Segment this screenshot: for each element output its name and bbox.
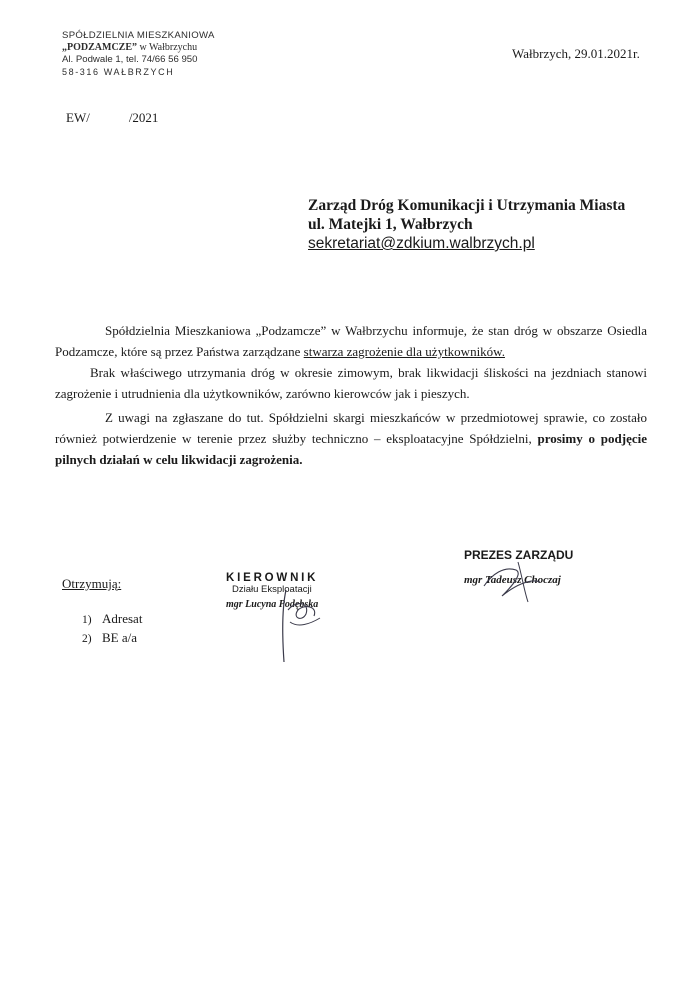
addressee-name: Zarząd Dróg Komunikacji i Utrzymania Miasta [308, 197, 626, 214]
paragraph-1: Spółdzielnia Mieszkaniowa „Podzamcze” w Wałbrzychu informuje, że stan dróg w obszarze Osiedla Podzamcze, które są przez Państwa zarządzane stwarza zagrożenie dla użytkowników. [55, 323, 647, 359]
manager-handwritten-signature [262, 588, 332, 664]
paragraph-3-request: prosimy o podjęcie pilnych działań w celu likwidacji zagrożenia. [55, 431, 647, 467]
paragraph-1-underlined: stwarza zagrożenie dla użytkowników. [303, 344, 505, 359]
letter-date: Wałbrzych, 29.01.2021r. [512, 46, 640, 61]
paragraph-3: Z uwagi na zgłaszane do tut. Spółdzielni skargi mieszkańców w przedmiotowej sprawie, co zostało również potwierdzenie w terenie przez służby techniczno – eksploatacyjne Spółdzielni, prosimy o podjęcie pilnych działań w celu likwidacji zagrożenia. [55, 410, 647, 467]
recipients-list [82, 610, 142, 648]
manager-name: mgr Lucyna Podębska [226, 599, 319, 610]
stamp-line-address: Al. Podwale 1, tel. 74/66 56 950 [62, 54, 198, 65]
sender-stamp [62, 30, 262, 78]
paragraph-2: Brak właściwego utrzymania dróg w okresie zimowym, brak likwidacji śliskości na jezdniach stanowi zagrożenie i utrudnienia dla użytkowników, zarówno kierowców jak i pieszych. [55, 365, 647, 401]
president-title: PREZES ZARZĄDU [464, 548, 574, 562]
list-item: 1) Adresat [82, 611, 143, 626]
president-name: mgr Tadeusz Choczaj [464, 574, 561, 586]
manager-department: Działu Eksploatacji [232, 584, 312, 595]
letter-body [55, 320, 647, 470]
stamp-line-org: SPÓŁDZIELNIA MIESZKANIOWA [62, 30, 215, 41]
addressee-street: ul. Matejki 1, Wałbrzych [308, 216, 473, 233]
stamp-line-postcode: 58-316 WAŁBRZYCH [62, 67, 175, 77]
list-item: 2) BE a/a [82, 630, 138, 645]
reference-number: EW/ /2021 [66, 110, 159, 125]
stamp-line-name: „PODZAMCZE” w Wałbrzychu [62, 42, 198, 53]
addressee-email-link[interactable]: sekretariat@zdkium.walbrzych.pl [308, 235, 535, 252]
president-handwritten-signature [478, 556, 558, 608]
recipients-title: Otrzymują: [62, 576, 122, 591]
manager-title: KIEROWNIK [226, 572, 319, 584]
addressee-block [308, 196, 625, 254]
